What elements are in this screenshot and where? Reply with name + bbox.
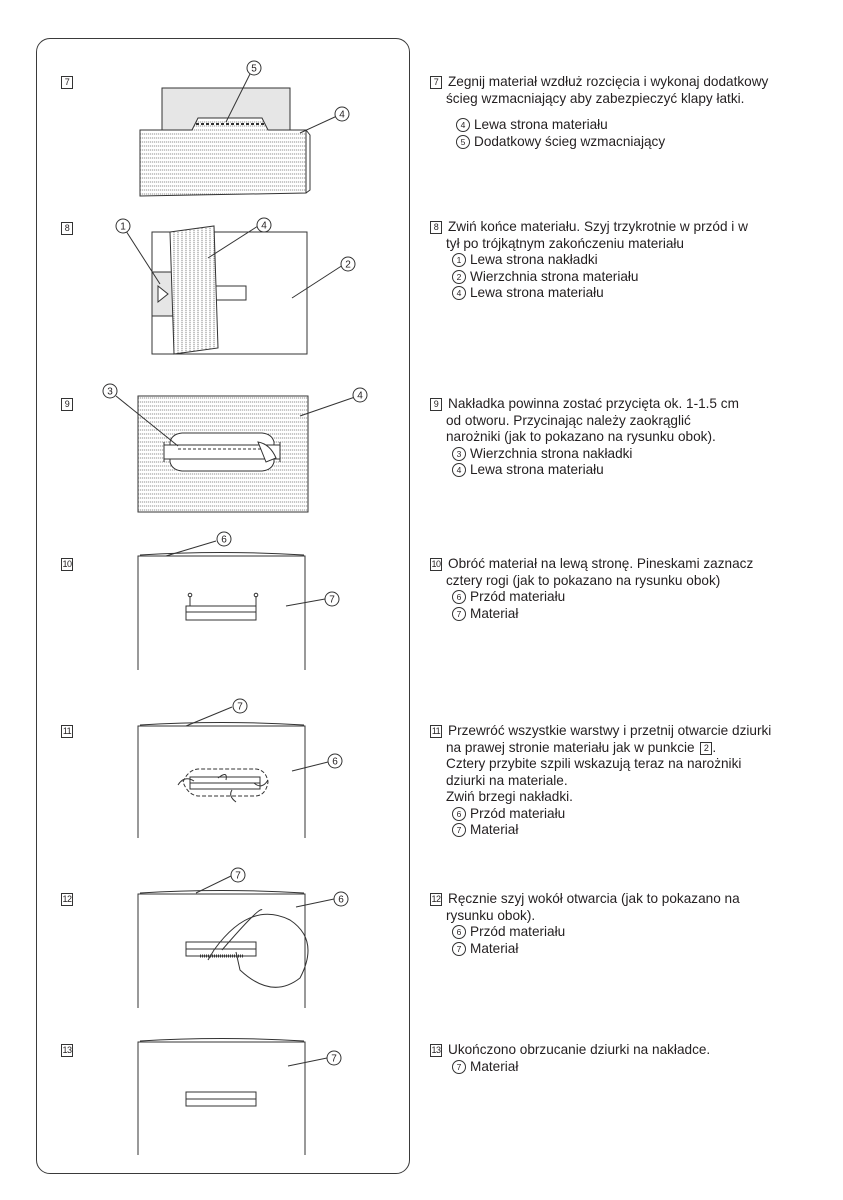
callout-8-2 xyxy=(341,257,355,271)
callout-label: 5 xyxy=(251,63,257,75)
callout-label: 7 xyxy=(329,594,335,606)
callout-8-1 xyxy=(116,219,130,233)
callout-label: 4 xyxy=(339,109,345,121)
callout-7-4 xyxy=(335,107,349,121)
step-8-text: 8 Zwiń końce materiału. Szyj trzykrotnie w przód i w tył po trójkątnym zakończeniu materiału 1 Lewa strona nakładki 2 Wierzchnia strona materiału 4 Lewa strona materiału xyxy=(430,219,748,302)
callout-10-7 xyxy=(325,592,339,606)
figure-number-13: 13 xyxy=(62,1045,72,1055)
step-13-text: 13 Ukończono obrzucanie dziurki na nakładce. 7 Materiał xyxy=(431,1042,711,1074)
step-number: 12 xyxy=(431,894,441,904)
step-number: 13 xyxy=(431,1045,441,1055)
figure-8-drawing xyxy=(126,226,343,354)
callout-label: 1 xyxy=(120,221,126,233)
figure-number-9: 9 xyxy=(61,398,73,411)
step-reference: 2 xyxy=(700,742,712,755)
callout-label: 6 xyxy=(221,534,227,546)
callout-label: 2 xyxy=(345,259,351,271)
figure-number-7: 7 xyxy=(61,76,73,89)
callout-7-5 xyxy=(247,61,261,75)
step-9-text: 9 Nakładka powinna zostać przycięta ok. 1-1.5 cm od otworu. Przycinając należy zaokrąglić narożniki (jak to pokazano na rysunku obok). 3 Wierzchnia strona nakładki 4 Lewa strona materiału xyxy=(430,396,739,479)
step-number: 10 xyxy=(431,559,441,569)
callout-8-4 xyxy=(257,218,271,232)
figure-13-drawing xyxy=(138,1039,327,1156)
figure-number-11: 11 xyxy=(62,726,72,736)
step-12-text: 12 Ręcznie szyj wokół otwarcia (jak to pokazano na rysunku obok). 6 Przód materiału 7 Materiał xyxy=(431,891,740,956)
callout-10-6 xyxy=(217,532,231,546)
callout-12-7 xyxy=(231,868,245,882)
figure-number-8: 8 xyxy=(61,222,73,235)
figure-number-10: 10 xyxy=(62,559,72,569)
callout-label: 7 xyxy=(331,1053,337,1065)
step-number: 8 xyxy=(430,221,442,234)
figure-10-drawing xyxy=(138,541,325,670)
callout-12-6 xyxy=(334,892,348,906)
callout-9-3 xyxy=(103,384,117,398)
callout-9-4 xyxy=(353,388,367,402)
step-10-text: 10 Obróć materiał na lewą stronę. Pineskami zaznacz cztery rogi (jak to pokazano na rysunku obok) 6 Przód materiału 7 Materiał xyxy=(431,556,754,621)
figure-12-drawing xyxy=(138,876,334,1008)
callout-label: 7 xyxy=(235,870,241,882)
callout-label: 4 xyxy=(261,220,267,232)
callout-13-7 xyxy=(327,1051,341,1065)
step-7-text: 7 Zegnij materiał wzdłuż rozcięcia i wykonaj dodatkowy ścieg wzmacniający aby zabezpieczyć klapy łatki. 4 Lewa strona materiału 5 Dodatkowy ścieg wzmacniający xyxy=(430,74,768,150)
callout-11-7 xyxy=(233,699,247,713)
step-number: 9 xyxy=(430,398,442,411)
callout-11-6 xyxy=(328,754,342,768)
step-11-text: 11 Przewróć wszystkie warstwy i przetnij otwarcie dziurki na prawej stronie materiału jak w punkcie 2 . Cztery przybite szpili wskazują teraz na narożniki dziurki na materiale. Zwiń brzegi nakładki. 6 Przód materiału 7 Materiał xyxy=(431,723,772,837)
figure-11-drawing xyxy=(138,707,328,838)
figure-9-drawing xyxy=(116,396,355,512)
step-number: 11 xyxy=(431,726,441,736)
figure-7-drawing xyxy=(140,70,337,196)
step-number: 7 xyxy=(430,76,442,89)
callout-label: 7 xyxy=(237,701,243,713)
callout-label: 6 xyxy=(332,756,338,768)
callout-label: 3 xyxy=(107,386,113,398)
callout-label: 6 xyxy=(338,894,344,906)
callout-label: 4 xyxy=(357,390,363,402)
figure-number-12: 12 xyxy=(62,894,72,904)
